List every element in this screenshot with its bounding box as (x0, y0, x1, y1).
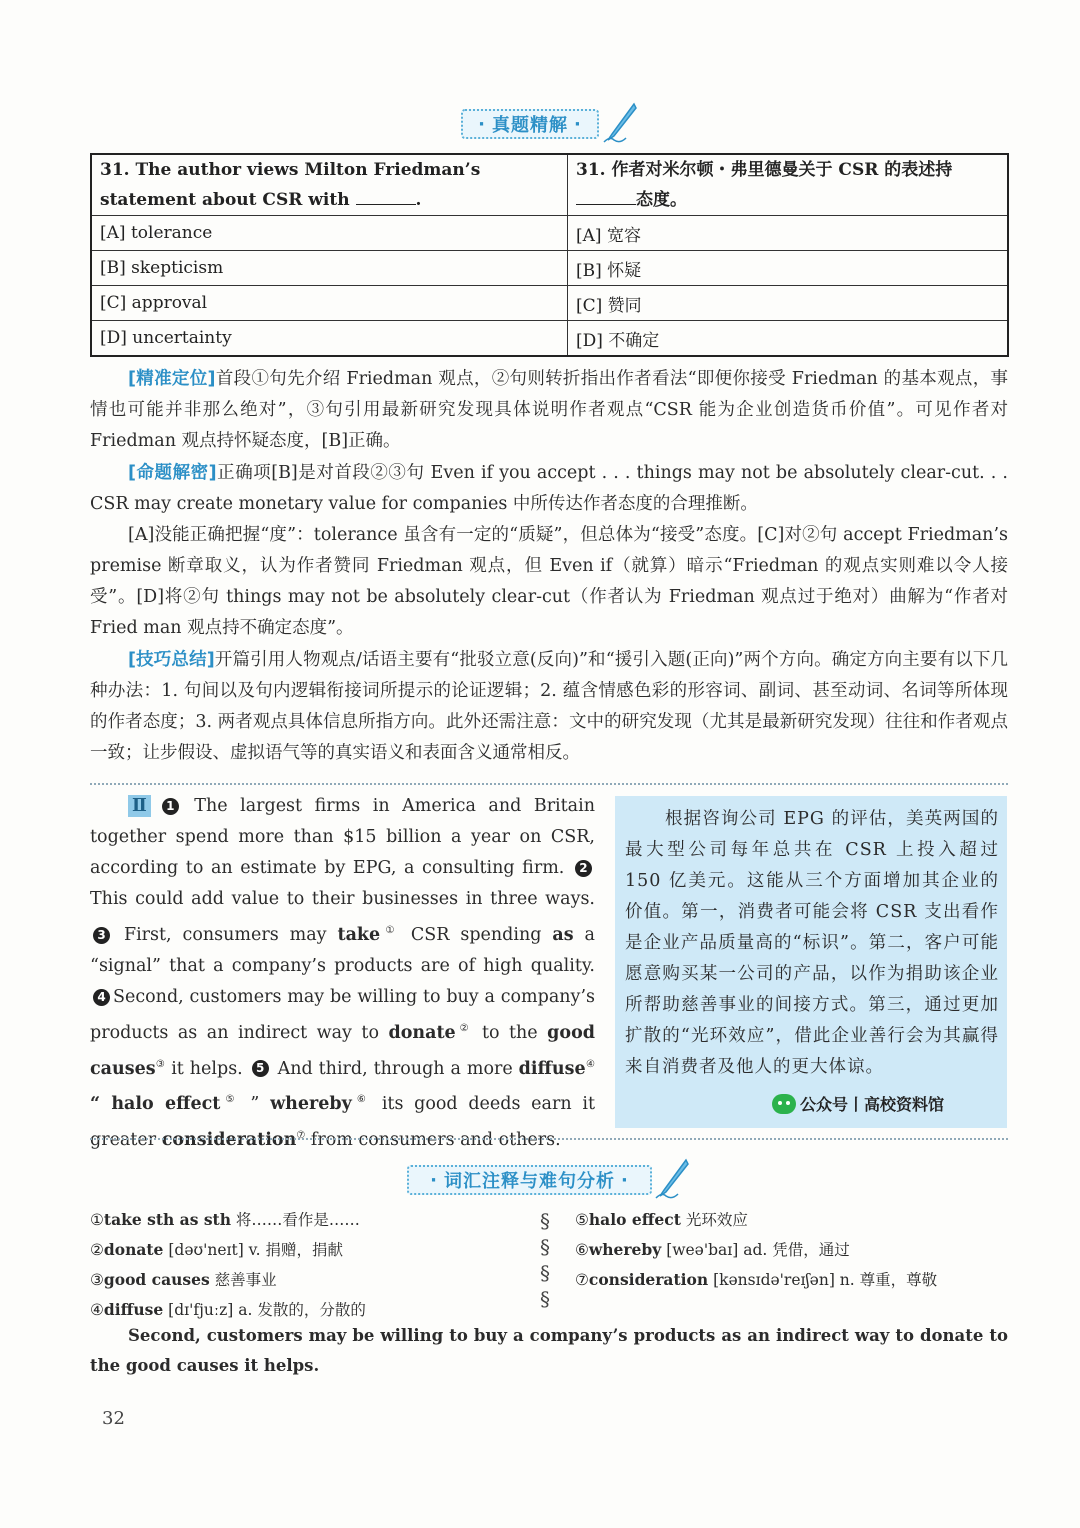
bullet-dot: · (478, 113, 486, 135)
banner-title: 词汇注释与难句分析 (444, 1171, 615, 1192)
vocab-definition: 将……看作是…… (230, 1211, 360, 1229)
vocab-word: take sth as sth (103, 1210, 231, 1229)
pen-icon (600, 100, 640, 144)
watermark-text: 公众号丨高校资料馆 (800, 1095, 945, 1114)
note-mark-5: ⑤ (220, 1094, 240, 1106)
vocab-word: good causes (103, 1270, 210, 1289)
note-mark-7: ⑦ (296, 1130, 306, 1142)
option-b-en: [B] skepticism (91, 251, 568, 286)
sentence-4a: Second, customers may be willing to buy a company’s products as an indirect way to (90, 986, 595, 1043)
bullet-dot: · (574, 113, 582, 135)
sentence-number-5: 5 (252, 1060, 269, 1077)
question-stem-cn-text: 31. 作者对米尔顿・弗里德曼关于 CSR 的表述持 (576, 160, 953, 180)
sentence-5a: And third, through a more (277, 1058, 513, 1079)
vocab-number: ③ (90, 1271, 104, 1289)
question-stem-en-text: 31. The author views Milton Friedman’s statement about CSR with (100, 160, 481, 210)
wechat-watermark (772, 1092, 944, 1115)
vocab-definition: 慈善事业 (209, 1271, 277, 1289)
divider (90, 783, 1008, 785)
vocab-definition: [dəʊ'neɪt] v. 捐赠，捐献 (163, 1241, 343, 1259)
sentence-4c: it helps. (171, 1058, 243, 1079)
sentence-number-3: 3 (93, 927, 110, 944)
explanation-distractors-text: [A]没能正确把握“度”：tolerance 虽含有一定的“质疑”，但总体为“接受”态度。[C]对②句 accept Friedman’s premise 断章取义，认为作者赞同 Friedman 观点，但 Even if（就算）暗示“Friedman 的观点实则难以令人接受”。[D]将②句 things may not be absolutely clear-cut（作者认为 Friedman 观点过于绝对）曲解为“作者对 Fried man 观点持不确定态度”。 (90, 525, 1008, 638)
squiggle-divider: § § § § (540, 1209, 550, 1311)
vocab-number: ② (90, 1241, 104, 1259)
option-c-cn: [C] 赞同 (568, 286, 1009, 321)
note-mark-4: ④ (585, 1058, 595, 1070)
section-banner-vocab (407, 1165, 652, 1195)
vocab-word: diffuse (103, 1300, 164, 1319)
explanation-decode-text: 正确项[B]是对首段②③句 Even if you accept . . . things may not be absolutely clear-cut. . . CSR may create monetary value for companies 中所传达作者态度的合理推断。 (90, 463, 1008, 514)
wechat-icon (772, 1094, 796, 1114)
paragraph-number: Ⅱ (128, 795, 151, 817)
question-stem-cn-end: 态度。 (636, 190, 687, 210)
sentence-1: The largest firms in America and Britain together spend more than $15 billion a year on CSR, according to an estimate by EPG, a consulting firm. (90, 796, 595, 878)
vocab-definition: 光环效应 (680, 1211, 748, 1229)
vocab-word: halo effect (588, 1210, 681, 1229)
explanation-decode (90, 458, 1008, 520)
explanation-skill-text: 开篇引用人物观点/话语主要有“批驳立意(反向)”和“援引入题(正向)”两个方向。确定方向主要有以下几种办法：1. 句间以及句内逻辑衔接词所提示的论证逻辑；2. 蕴含情感色彩的形容词、副词、甚至动词、名词等所体现的作者态度；3. 两者观点具体信息所指方向。此外还需注意：文中的研究发现（尤其是最新研究发现）往往和作者观点一致；让步假设、虚拟语气等的真实语义和表面含义通常相反。 (90, 650, 1008, 763)
question-stem-en (91, 154, 568, 216)
banner-title: 真题精解 (492, 115, 568, 136)
vocab-number: ① (90, 1211, 104, 1229)
passage-paragraph (90, 791, 595, 1156)
vocab-item (90, 1205, 366, 1235)
sentence-2: This could add value to their businesses in three ways. (90, 889, 595, 909)
vocab-item (575, 1265, 937, 1295)
sentence-5d: from consumers and others. (310, 1130, 561, 1151)
word-whereby: whereby (270, 1094, 352, 1115)
sentence-3b: CSR spending (410, 924, 542, 945)
divider (90, 1138, 1008, 1140)
sentence-3c: a “signal” that a company’s products are of high quality. (90, 924, 595, 976)
word-donate: donate (388, 1022, 456, 1043)
option-a-cn: [A] 宽容 (568, 216, 1009, 251)
explanation-distractors (90, 520, 1008, 644)
vocab-number: ④ (90, 1301, 104, 1319)
bullet-dot: · (621, 1169, 629, 1191)
note-mark-1: ① (380, 925, 400, 936)
option-c-en: [C] approval (91, 286, 568, 321)
quote-close: ” (250, 1094, 260, 1115)
bullet-dot: · (430, 1169, 438, 1191)
note-mark-3: ③ (155, 1058, 166, 1070)
vocab-word: consideration (588, 1270, 709, 1289)
sentence-3a: First, consumers may (123, 924, 327, 945)
word-as: as (552, 924, 574, 945)
translation-box (615, 796, 1007, 1128)
vocab-item (575, 1235, 937, 1265)
explanation-locate (90, 364, 1008, 457)
sentence-number-4: 4 (93, 989, 110, 1006)
vocab-word: whereby (588, 1240, 662, 1259)
vocab-list-left (90, 1205, 366, 1325)
page-number: 32 (102, 1408, 125, 1429)
vocab-definition: [weə'baɪ] ad. 凭借，通过 (661, 1241, 850, 1259)
note-mark-2: ② (455, 1022, 473, 1034)
word-good-causes: good causes (90, 1022, 595, 1079)
sentence-number-1: 1 (162, 798, 179, 815)
sentence-number-2: 2 (575, 860, 592, 877)
vocab-item (90, 1235, 366, 1265)
tag-locate: [精准定位] (128, 369, 216, 389)
vocab-number: ⑤ (575, 1211, 589, 1229)
pen-icon (652, 1156, 692, 1200)
word-diffuse: diffuse (518, 1058, 586, 1079)
question-stem-cn (568, 154, 1009, 216)
vocab-item (90, 1265, 366, 1295)
option-a-en: [A] tolerance (91, 216, 568, 251)
tag-skill: [技巧总结] (128, 650, 215, 670)
word-take: take (337, 924, 381, 945)
vocab-list-right (575, 1205, 937, 1295)
sentence-5c: its good deeds earn it greater (90, 1094, 595, 1151)
question-stem-en-end: . (415, 190, 422, 210)
section-banner-zhenti (461, 109, 599, 139)
option-b-cn: [B] 怀疑 (568, 251, 1009, 286)
answer-blank (576, 187, 636, 205)
vocab-definition: [dɪ'fjuːz] a. 发散的，分散的 (163, 1301, 366, 1319)
question-table (90, 153, 1009, 357)
note-mark-6: ⑥ (351, 1094, 372, 1106)
sentence-4b: to the (481, 1022, 538, 1043)
explanation-skill (90, 645, 1008, 769)
tag-decode: [命题解密] (128, 463, 217, 483)
answer-blank (356, 187, 416, 205)
vocab-number: ⑥ (575, 1241, 589, 1259)
option-d-cn: [D] 不确定 (568, 321, 1009, 357)
vocab-item (575, 1205, 937, 1235)
vocab-definition: [kənsɪdə'reɪʃən] n. 尊重，尊敬 (708, 1271, 938, 1289)
option-d-en: [D] uncertainty (91, 321, 568, 357)
difficult-sentence: Second, customers may be willing to buy a company’s products as an indirect way to donate to the good causes it helps. (90, 1326, 1008, 1375)
vocab-word: donate (103, 1240, 164, 1259)
translation-text: 根据咨询公司 EPG 的评估，美英两国的最大型公司每年总共在 CSR 上投入超过 150 亿美元。这能从三个方面增加其企业的价值。第一，消费者可能会将 CSR 支出看作是企业产品质量高的“标识”。第二，客户可能愿意购买某一公司的产品，以作为捐助该企业所帮助慈善事业的间接方式。第三，通过更加扩散的“光环效应”，借此企业善行会为其赢得来自消费者及他人的更大体谅。 (625, 809, 999, 1077)
explanation-locate-text: 首段①句先介绍 Friedman 观点，②句则转折指出作者看法“即便你接受 Friedman 的基本观点，事情也可能并非那么绝对”，③句引用最新研究发现具体说明作者观点“CSR 能为企业创造货币价值”。可见作者对 Friedman 观点持怀疑态度，[B]正确。 (90, 369, 1009, 451)
word-consideration: consideration (161, 1130, 297, 1151)
word-halo-effect: “ halo effect (90, 1094, 221, 1115)
vocab-number: ⑦ (575, 1271, 589, 1289)
